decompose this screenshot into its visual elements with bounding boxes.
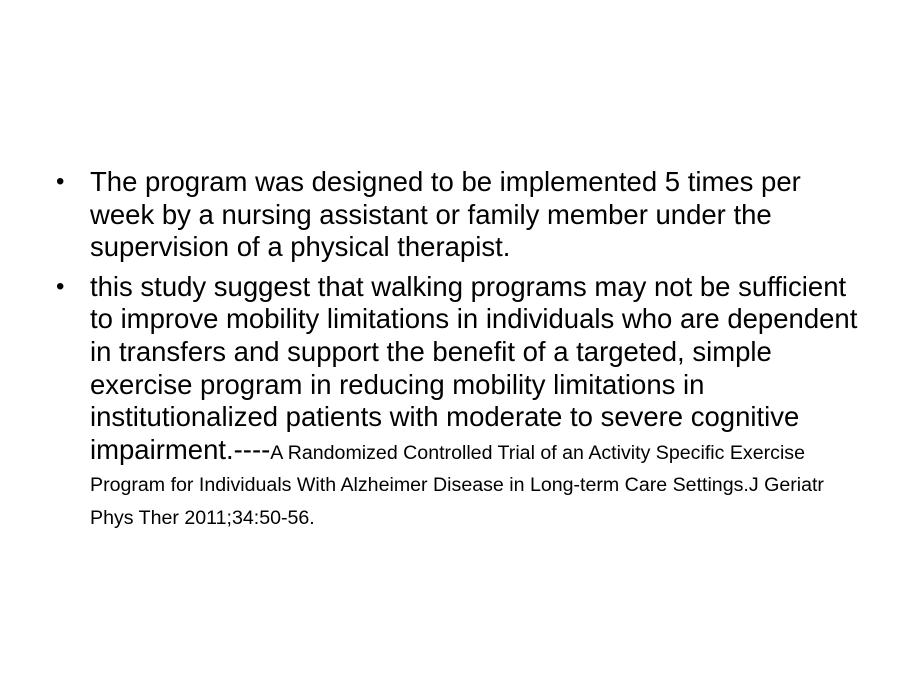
- bullet-list: [56, 166, 871, 539]
- bullet-item-program-design: [56, 166, 871, 264]
- bullet-text: this study suggest that walking programs may not be sufficient to improve mobility limitations in individuals who are dependent in transfers and support the benefit of a targeted, simple exercise program in reducing mobility limitations in institutionalized patients with moderate to severe cognitive impairment.----: [90, 270, 858, 465]
- bullet-text: The program was designed to be implemented 5 times per week by a nursing assistant or family member under the supervision of a physical therapist.: [90, 166, 801, 263]
- bullet-icon: •: [56, 272, 65, 300]
- bullet-item-study-conclusion: [56, 271, 871, 532]
- bullet-icon: •: [56, 168, 65, 195]
- citation-text: A Randomized Controlled Trial of an Activity Specific Exercise Program for Individuals With Alzheimer Disease in Long-term Care Settings.J Geriatr Phys Ther 2011;34:50-56.: [90, 441, 824, 529]
